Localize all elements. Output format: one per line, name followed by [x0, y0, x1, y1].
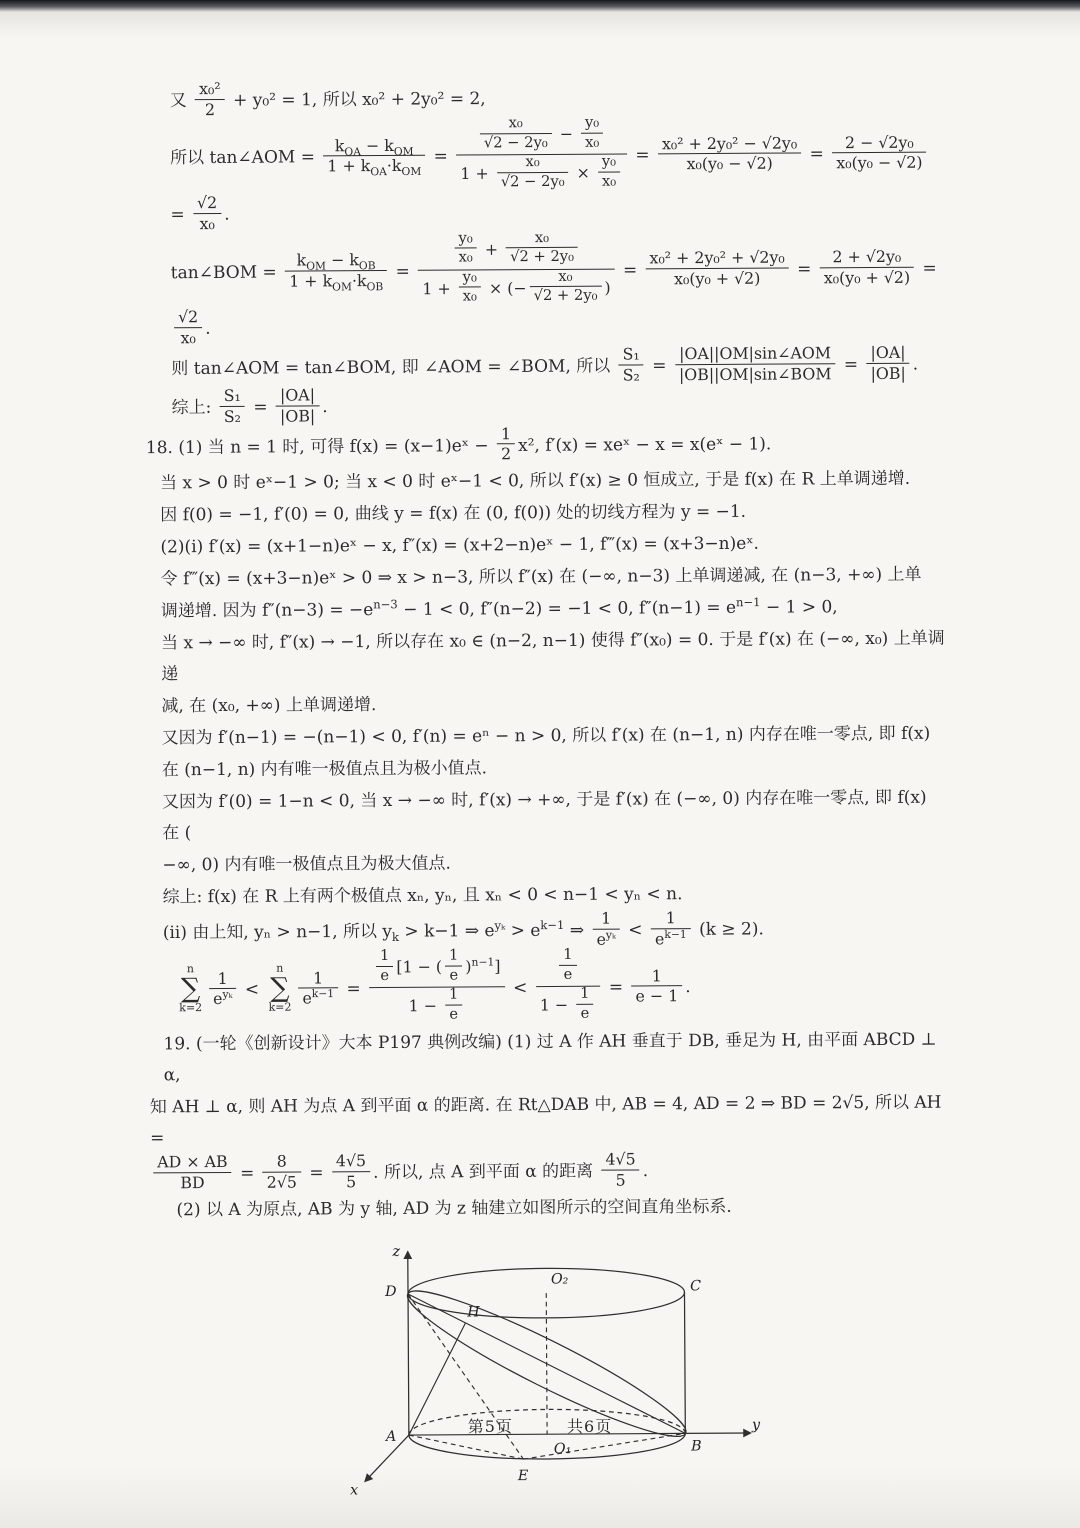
text-line: (2) 以 A 为原点, AB 为 y 轴, AD 为 z 轴建立如图所示的空间直角坐标系.: [176, 1196, 732, 1220]
fraction: $\frac{1}{e}$: [559, 947, 577, 983]
figure-labels: [349, 1241, 762, 1498]
fraction: $\frac{\text{x₀² + 2y₀² + √2y₀}}{\text{x₀(y₀ + √2)}}$: [645, 248, 788, 287]
fraction: $\frac{k_{OM} - k_{OB}}{1 + k_{OM}\cdot k_{OB}}$: [285, 251, 387, 290]
page-number: 第5页: [467, 1417, 513, 1436]
text-line: 当 x > 0 时 eˣ−1 > 0; 当 x < 0 时 eˣ−1 < 0, 所以 f′(x) ≥ 0 恒成立, 于是 f(x) 在 R 上单调递增.: [159, 468, 911, 494]
label-x-axis: x: [350, 1482, 359, 1499]
summation: n ∑ k=2: [268, 961, 292, 1015]
text-line: 知 AH ⊥ α, 则 AH 为点 A 到平面 α 的距离. 在 Rt△DAB 中, AB = 4, AD = 2 ⇒ BD = 2√5, 所以 AH =: [149, 1092, 942, 1149]
label-point-C: C: [690, 1277, 702, 1295]
text-line: 则 tan∠AOM = tan∠BOM, 即 ∠AOM = ∠BOM, 所以 $\frac{\text{S₁}}{\text{S₂}}$ = $\frac{\text{|OA||OM|sin∠AOM}}{\text{|OB||OM|sin∠BOM}}$ = $\frac{|OA|}{|OB|}$ .: [171, 342, 919, 385]
fraction: $\frac{1}{e^{y_k}}$: [209, 970, 237, 1009]
fraction: $\frac{1}{e^{y_k}}$: [592, 910, 620, 949]
solution-lines: [144, 78, 951, 1227]
text-line: 所以 tan∠AOM = $\frac{k_{OA} - k_{OM}}{1 + k_{OA}\cdot k_{OM}}$ = $\frac{\text{x₀}}{\text{√2 − 2y₀}}$ − $\frac{\text{y₀}}{\text{x₀}}$ 1 + $\frac{\text{x₀}}{\text{√2 − 2y₀}}$ × $\frac{\text{y₀}}{\text{x₀}}$ = $\frac{\text{x₀² + 2y₀² − √2y₀}}{\text{x₀(y₀ − √2)}}$ = $\frac{\text{2 − √2y₀}}{\text{x₀(y₀ − √2)}}$ = $\frac{√2}{\text{x₀}}$ .: [170, 117, 945, 235]
label-point-B: B: [691, 1438, 702, 1455]
fraction: $\frac{√2}{\text{x₀}}$: [174, 309, 202, 348]
fraction: $\frac{\text{S₁}}{\text{S₂}}$: [619, 345, 644, 384]
fraction: $\frac{1}{e^{k-1}}$: [298, 969, 338, 1008]
text-line: 19. (一轮《创新设计》大本 P197 典例改编) (1) 过 A 作 AH 垂直于 DB, 垂足为 H, 由平面 ABCD ⊥ α,: [163, 1029, 937, 1086]
fraction: $\frac{\text{2 − √2y₀}}{\text{x₀(y₀ − √2)}}$: [832, 133, 926, 172]
page-footer: [0, 1414, 1080, 1437]
text-line: (2)(i) f′(x) = (x+1−n)eˣ − x, f″(x) = (x+2−n)eˣ − 1, f‴(x) = (x+3−n)eˣ.: [160, 533, 759, 558]
text-line: −∞, 0) 内有唯一极值点且为极大值点.: [162, 853, 451, 876]
axis-O2O1: [546, 1293, 547, 1434]
fraction: $\frac{\text{y₀}}{\text{x₀}}$: [454, 230, 476, 266]
cylinder-figure: [341, 1232, 763, 1521]
fraction: $\frac{\text{y₀}}{\text{x₀}}$: [581, 115, 603, 151]
fraction: $\frac{1}{e}$: [576, 986, 594, 1022]
label-point-E: E: [517, 1467, 529, 1484]
fraction: $\frac{|OA|}{|OB|}$: [866, 344, 909, 383]
text-line: 综上: $\frac{\text{S₁}}{\text{S₂}}$ = $\frac{|OA|}{|OB|}$ .: [171, 385, 328, 426]
text-line: 调递增. 因为 $f''(n-3) = -e^{n-3} - 1 < 0$, f″(n−2) = −1 < 0, $f''(n-1) = e^{n-1} - 1 > 0$,: [160, 595, 838, 622]
label-point-A: A: [385, 1428, 397, 1445]
fraction: $\frac{k_{OA} - k_{OM}}{1 + k_{OA}\cdot k_{OM}}$: [323, 136, 425, 175]
fraction: $\frac{\text{x₀}}{\text{√2 − 2y₀}}$: [480, 115, 552, 151]
text-line: 综上: f(x) 在 R 上有两个极值点 xₙ, yₙ, 且 xₙ < 0 < n−1 < yₙ < n.: [162, 884, 683, 908]
fraction: $\frac{\text{y₀}}{\text{x₀}}$: [459, 269, 481, 305]
fraction: $\frac{AD \times AB}{BD}$: [153, 1153, 232, 1192]
fraction: $\frac{\text{y₀}}{\text{x₀}}$: [598, 154, 620, 190]
fraction: $\frac{√2}{\text{x₀}}$: [193, 194, 221, 233]
text-line: (ii) 由上知, yₙ > n−1, 所以 $y_k > k-1$ ⇒ $e^{y_k} > e^{k-1}$ ⇒ $\frac{1}{e^{y_k}}$ < $\frac{1}{e^{k-1}}$ (k ≥ 2).: [162, 908, 764, 949]
label-point-O2: O₂: [550, 1271, 569, 1288]
text-line: $\frac{AD \times AB}{BD}$ = $\frac{8}{2√5}$ = $\frac{4√5}{5}$ . 所以, 点 A 到平面 α 的距离 $\frac{4√5}{5}$ .: [150, 1151, 950, 1194]
fraction: $\frac{1}{e}$ [1 − ( $\frac{1}{e}$ )$^{n-1}$] 1 − $\frac{1}{e}$: [369, 950, 505, 1026]
page-total: 共6页: [567, 1417, 613, 1436]
fraction: $\frac{1}{2}$: [497, 425, 515, 464]
summation: n ∑ k=2: [179, 962, 203, 1015]
fraction: $\frac{\text{S₁}}{\text{S₂}}$: [220, 387, 245, 426]
cylinder-diagram: [341, 1232, 763, 1521]
text-line: 令 f‴(x) = (x+3−n)eˣ > 0 ⇒ x > n−3, 所以 f″(x) 在 (−∞, n−3) 上单调递减, 在 (n−3, +∞) 上单: [160, 564, 922, 590]
fraction: $\frac{1}{e}$: [445, 987, 463, 1023]
fraction: $\frac{\text{x₀² + 2y₀² − √2y₀}}{\text{x₀(y₀ − √2)}}$: [658, 134, 801, 173]
text-line: 在 (n−1, n) 内有唯一极值点且为极小值点.: [161, 758, 488, 781]
text-line: 18. (1) 当 n = 1 时, 可得 f(x) = (x−1)eˣ − $\frac{1}{2}$ x², f′(x) = xeˣ − x = x(eˣ − 1).: [145, 423, 772, 464]
label-point-D: D: [385, 1283, 397, 1300]
fraction: $\frac{1}{e}$ 1 − $\frac{1}{e}$: [535, 949, 600, 1024]
fraction: $\frac{|OA|}{|OB|}$: [276, 387, 319, 426]
label-y-axis: y: [751, 1416, 761, 1433]
text-line: 因 f(0) = −1, f′(0) = 0, 曲线 y = f(x) 在 (0, f(0)) 处的切线方程为 y = −1.: [160, 501, 747, 526]
fraction: $\frac{1}{e^{k-1}}$: [651, 909, 691, 948]
fraction: $\frac{\text{|OA||OM|sin∠AOM}}{\text{|OB||OM|sin∠BOM}}$: [675, 344, 836, 383]
fraction: $\frac{\text{x₀}}{\text{√2 − 2y₀}}$ − $\frac{\text{y₀}}{\text{x₀}}$ 1 + $\frac{\text{x₀}}{\text{√2 − 2y₀}}$ × $\frac{\text{y₀}}{\text{x₀}}$: [456, 117, 627, 193]
text-line: 减, 在 (x₀, +∞) 上单调递增.: [161, 695, 377, 717]
text-line: 当 x → −∞ 时, f″(x) → −1, 所以存在 x₀ ∈ (n−2, n−1) 使得 f″(x₀) = 0. 于是 f′(x) 在 (−∞, x₀) 上单调递: [160, 628, 945, 685]
fraction: $\frac{4√5}{5}$: [332, 1152, 370, 1191]
text-line: 又 $\frac{\text{x₀²}}{2}$ + y₀² = 1, 所以 x₀² + 2y₀² = 2,: [169, 78, 486, 119]
text-line: tan∠BOM = $\frac{k_{OM} - k_{OB}}{1 + k_{OM}\cdot k_{OB}}$ = $\frac{\text{y₀}}{\text{x₀}}$ + $\frac{\text{x₀}}{\text{√2 + 2y₀}}$ 1 + $\frac{\text{y₀}}{\text{x₀}}$ × (− $\frac{\text{x₀}}{\text{√2 + 2y₀}}$ ) = $\frac{\text{x₀² + 2y₀² + √2y₀}}{\text{x₀(y₀ + √2)}}$ = $\frac{\text{2 + √2y₀}}{\text{x₀(y₀ + √2)}}$ = $\frac{√2}{\text{x₀}}$ .: [170, 228, 937, 348]
fraction: $\frac{1}{e}$: [445, 948, 463, 984]
label-z-axis: z: [392, 1243, 401, 1260]
fraction: $\frac{\text{x₀}}{\text{√2 − 2y₀}}$: [497, 154, 569, 190]
fraction: $\frac{\text{x₀²}}{2}$: [195, 80, 225, 119]
fraction: $\frac{\text{x₀}}{\text{√2 + 2y₀}}$: [506, 229, 578, 265]
text-line: 又因为 f′(0) = 1−n < 0, 当 x → −∞ 时, f′(x) → +∞, 于是 f′(x) 在 (−∞, 0) 内存在唯一零点, 即 f(x) 在 (: [161, 787, 927, 844]
fraction: $\frac{1}{e}$: [376, 948, 394, 984]
fraction: $\frac{1}{e - 1}$: [631, 967, 682, 1006]
fraction: $\frac{8}{2√5}$: [263, 1153, 301, 1192]
scan-edge: [0, 0, 1080, 12]
text-line: 又因为 f′(n−1) = −(n−1) < 0, f′(n) = eⁿ − n > 0, 所以 f′(x) 在 (n−1, n) 内存在唯一零点, 即 f(x): [161, 723, 931, 749]
label-point-O1: O₁: [553, 1440, 572, 1457]
fraction: $\frac{4√5}{5}$: [601, 1151, 639, 1190]
text-line: n ∑ k=2 $\frac{1}{e^{y_k}}$ < n ∑ k=2 $\frac{1}{e^{k-1}}$ = $\frac{1}{e}$ [1 − ( $\frac{1}{e}$ )$^{n-1}$] 1 − $\frac{1}{e}$ < $\frac{1}{e}$ 1 − $\frac{1}{e}$ = $\frac{1}{e - 1}$ .: [175, 949, 949, 1029]
fraction: $\frac{\text{y₀}}{\text{x₀}}$ + $\frac{\text{x₀}}{\text{√2 + 2y₀}}$ 1 + $\frac{\text{y₀}}{\text{x₀}}$ × (− $\frac{\text{x₀}}{\text{√2 + 2y₀}}$ ): [418, 231, 615, 307]
fraction: $\frac{\text{x₀}}{\text{√2 + 2y₀}}$: [529, 268, 601, 304]
solution-content: [144, 78, 953, 1523]
fraction: $\frac{\text{2 + √2y₀}}{\text{x₀(y₀ + √2)}}$: [820, 248, 914, 287]
label-point-H: H: [467, 1304, 480, 1321]
